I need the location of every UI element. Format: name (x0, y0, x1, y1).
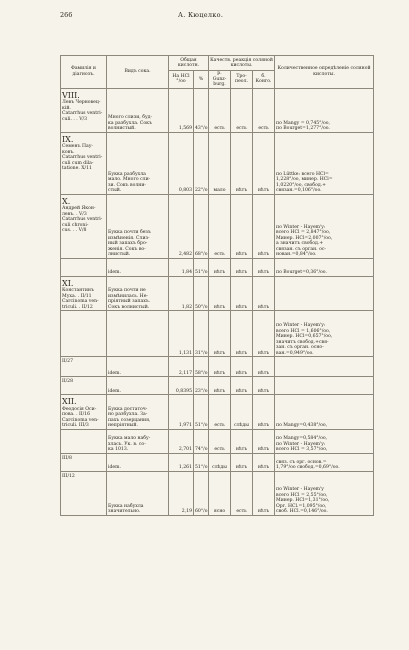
patient-cell (61, 132, 107, 194)
hcl-cell: 2,19 (169, 471, 194, 515)
method-cell: по Winter - Hayem'y: всего HCl = 2,847°/oo, Минер. HCl=2,007°/oo, а значитъ свобод.+ связан. съ орган. ос- нован.=0,84°/oo. (275, 194, 374, 258)
pct-cell: 31°/o (194, 311, 209, 357)
pct-cell: 50°/o (194, 276, 209, 311)
method-cell: по Mangy=0,584°/oo, по Winter - Hayem'y: всего HCl = 3,57°/oo, (275, 429, 374, 453)
patient-diagnosis: Carcinoma ven- triculi. . II/12 (62, 299, 99, 310)
patient-diagnosis: Catarrhus ventri- culi chroni- cus. . . V/8 (62, 217, 103, 234)
tropeol-cell: нѣтъ (231, 357, 253, 377)
gunz-cell: нѣтъ (209, 357, 231, 377)
method-cell: по Winter - Hayem'y всего HCl = 2,55°/oo, Минер. HCl=1,31°/oo, Орг. HCl.=1,095°/oo, своб. HCl.=0,146°/oo. (275, 471, 374, 515)
patient-name: Константинъ Муха. . II/11 (62, 288, 94, 299)
method-cell (275, 276, 374, 311)
patient-name: Феодосія Оси- пова. . II/16 (62, 406, 97, 418)
patient-diagnosis: Catarrhus ventri- culi cum dila- tatione. X/11 (62, 155, 103, 172)
tropeol-cell: нѣтъ (231, 276, 253, 311)
hcl-cell: 1,261 (169, 453, 194, 471)
col-total: Общая кислотн. (169, 56, 209, 71)
hcl-cell: 2,117 (169, 357, 194, 377)
hcl-cell: 1,569 (169, 88, 194, 132)
pct-cell: 22°/o (194, 132, 209, 194)
gunz-cell: нѣтъ (209, 258, 231, 276)
patient-name: Семенъ Пау- ковъ. (62, 144, 93, 155)
table-row (61, 453, 374, 471)
method-cell: связ. съ орг. основ.= 1,79°/oo свобод.=0,69°/oo. (275, 453, 374, 471)
col-quality: Качеств. реакція соляной кислоты. (209, 56, 275, 71)
patient-cell (61, 429, 107, 453)
page-number: 266 (60, 11, 73, 19)
kongo-cell: нѣтъ (253, 357, 275, 377)
kongo-cell: нѣтъ (253, 311, 275, 357)
kongo-cell: нѣтъ (253, 377, 275, 395)
sok-cell: idem. (107, 258, 169, 276)
running-title: А. Кюцелко. (178, 11, 224, 19)
hcl-cell: 0,803 (169, 132, 194, 194)
sok-cell: Букка мало набу- хлась. Ук. в. со- ка 1013. (107, 429, 169, 453)
method-cell: по Winter - Hayem'y: всего HCl = 1,606°/oo, Минер. HCl=0,657°/oo, значитъ свобод.+свя- зан. съ орган. осно- ван.=0,949°/oo. (275, 311, 374, 357)
patient-cell (61, 258, 107, 276)
patient-roman: XII. (62, 397, 77, 407)
pct-cell: 60°/o (194, 471, 209, 515)
tropeol-cell: слѣды (231, 395, 253, 430)
hcl-cell: 0,8395 (169, 377, 194, 395)
patient-diagnosis: II/28 (62, 379, 74, 385)
kongo-cell: нѣтъ (253, 453, 275, 471)
col-sok: Видъ сока. (107, 56, 169, 89)
sok-cell: Букка разбухла мало. Много сли- зи. Сокъ волни- стый. (107, 132, 169, 194)
patient-cell (61, 471, 107, 515)
sok-cell: Букка набухла значительно. (107, 471, 169, 515)
table-row (61, 395, 374, 430)
col-method: Количественное опредѣленіе соляной кислоты. (275, 56, 374, 89)
gunz-cell: есть (209, 88, 231, 132)
table-row (61, 377, 374, 395)
tropeol-cell: нѣтъ (231, 132, 253, 194)
table-row (61, 132, 374, 194)
table-row (61, 258, 374, 276)
sok-cell: idem. (107, 453, 169, 471)
kongo-cell: нѣтъ (253, 471, 275, 515)
table-header (61, 56, 374, 89)
hcl-cell: 1,84 (169, 258, 194, 276)
table-row (61, 88, 374, 132)
hcl-cell: 2,701 (169, 429, 194, 453)
patient-cell (61, 194, 107, 258)
patient-diagnosis: Catarrhus ventri- culi. . . V/3 (62, 111, 103, 122)
patient-diagnosis: Carcinoma ven- triculi. III/3 (62, 417, 99, 429)
results-table (60, 55, 374, 516)
kongo-cell: нѣтъ (253, 395, 275, 430)
table-body (61, 88, 374, 515)
table-row (61, 194, 374, 258)
pct-cell: 51°/o (194, 395, 209, 430)
hcl-cell: 1,131 (169, 311, 194, 357)
tropeol-cell: есть (231, 471, 253, 515)
gunz-cell: нѣтъ (209, 377, 231, 395)
pct-cell: 43°/o (194, 88, 209, 132)
table-row (61, 429, 374, 453)
patient-roman: XI. (62, 278, 74, 288)
tropeol-cell: нѣтъ (231, 194, 253, 258)
table-row (61, 276, 374, 311)
gunz-cell: есть (209, 429, 231, 453)
patient-cell (61, 311, 107, 357)
kongo-cell: нѣтъ (253, 194, 275, 258)
table-row (61, 471, 374, 515)
patient-name: Левъ Черновец- кій. (62, 100, 101, 111)
patient-name: Андрей Якон- левъ. . V/3 (62, 206, 96, 217)
kongo-cell: нѣтъ (253, 132, 275, 194)
tropeol-cell: нѣтъ (231, 311, 253, 357)
sok-cell: idem. (107, 377, 169, 395)
sok-cell: Много слизи, буд- ка разбухла. Сокъ волнистый. (107, 88, 169, 132)
sok-cell: Букка почти не измѣнилась. Не- пріятный запахъ. Сокъ волнистый. (107, 276, 169, 311)
gunz-cell: есть (209, 194, 231, 258)
col-name: Фамилія и діагнозъ. (61, 56, 107, 89)
tropeol-cell: нѣтъ (231, 377, 253, 395)
patient-cell (61, 395, 107, 430)
gunz-cell: нѣтъ (209, 276, 231, 311)
method-cell (275, 377, 374, 395)
pct-cell: 51°/o (194, 258, 209, 276)
patient-roman: IX. (62, 134, 74, 144)
tropeol-cell: есть (231, 88, 253, 132)
tropeol-cell: нѣтъ (231, 258, 253, 276)
col-kongo: б. Конго. (253, 71, 275, 89)
patient-cell (61, 377, 107, 395)
sok-cell: Букка почти безъ измѣненія. Слиз- ный запахъ бро- женія. Сокъ во- лнистый. (107, 194, 169, 258)
patient-roman: VIII. (62, 90, 80, 100)
hcl-cell: 1,971 (169, 395, 194, 430)
gunz-cell: мало (209, 132, 231, 194)
sok-cell (107, 311, 169, 357)
patient-diagnosis: II/27 (62, 359, 74, 365)
sok-cell: Букка достаточ- но разбухла. За- пахъ созерцания, непріятный. (107, 395, 169, 430)
gunz-cell: слѣды (209, 453, 231, 471)
col-tropeol: Тро-пеол. (231, 71, 253, 89)
tropeol-cell: нѣтъ (231, 429, 253, 453)
gunz-cell: ясно (209, 471, 231, 515)
pct-cell: 51°/o (194, 453, 209, 471)
col-gunz: р. Gunz-burg. (209, 71, 231, 89)
pct-cell: 68°/o (194, 194, 209, 258)
kongo-cell: нѣтъ (253, 429, 275, 453)
patient-diagnosis: III/8 (62, 455, 72, 461)
method-cell: по Mangy=0,438°/oo, (275, 395, 374, 430)
method-cell: по Bourget=0,36°/oo. (275, 258, 374, 276)
patient-cell (61, 276, 107, 311)
tropeol-cell: нѣтъ (231, 453, 253, 471)
table-row (61, 357, 374, 377)
patient-cell (61, 453, 107, 471)
hcl-cell: 2,482 (169, 194, 194, 258)
col-pct: % (194, 71, 209, 89)
hcl-cell: 1,82 (169, 276, 194, 311)
pct-cell: 58°/o (194, 357, 209, 377)
patient-roman: X. (62, 196, 71, 206)
kongo-cell: нѣтъ (253, 276, 275, 311)
method-cell (275, 357, 374, 377)
method-cell: по Lüttke: всего HCl= 1,228°/oo, минер. HCl= 1,0220°/oo, свобод.+ связан.=0,106°/oo. (275, 132, 374, 194)
patient-diagnosis: III/12 (62, 473, 75, 479)
table-row (61, 311, 374, 357)
kongo-cell: нѣтъ (253, 258, 275, 276)
kongo-cell: есть (253, 88, 275, 132)
method-cell: по Mangy = 0,745°/oo, по Bourget=1,277°/oo. (275, 88, 374, 132)
pct-cell: 23°/o (194, 377, 209, 395)
pct-cell: 74°/o (194, 429, 209, 453)
col-hcl: На HCl °/oo (169, 71, 194, 89)
patient-cell (61, 88, 107, 132)
gunz-cell: нѣтъ (209, 311, 231, 357)
gunz-cell: есть (209, 395, 231, 430)
patient-cell (61, 357, 107, 377)
sok-cell: idem. (107, 357, 169, 377)
